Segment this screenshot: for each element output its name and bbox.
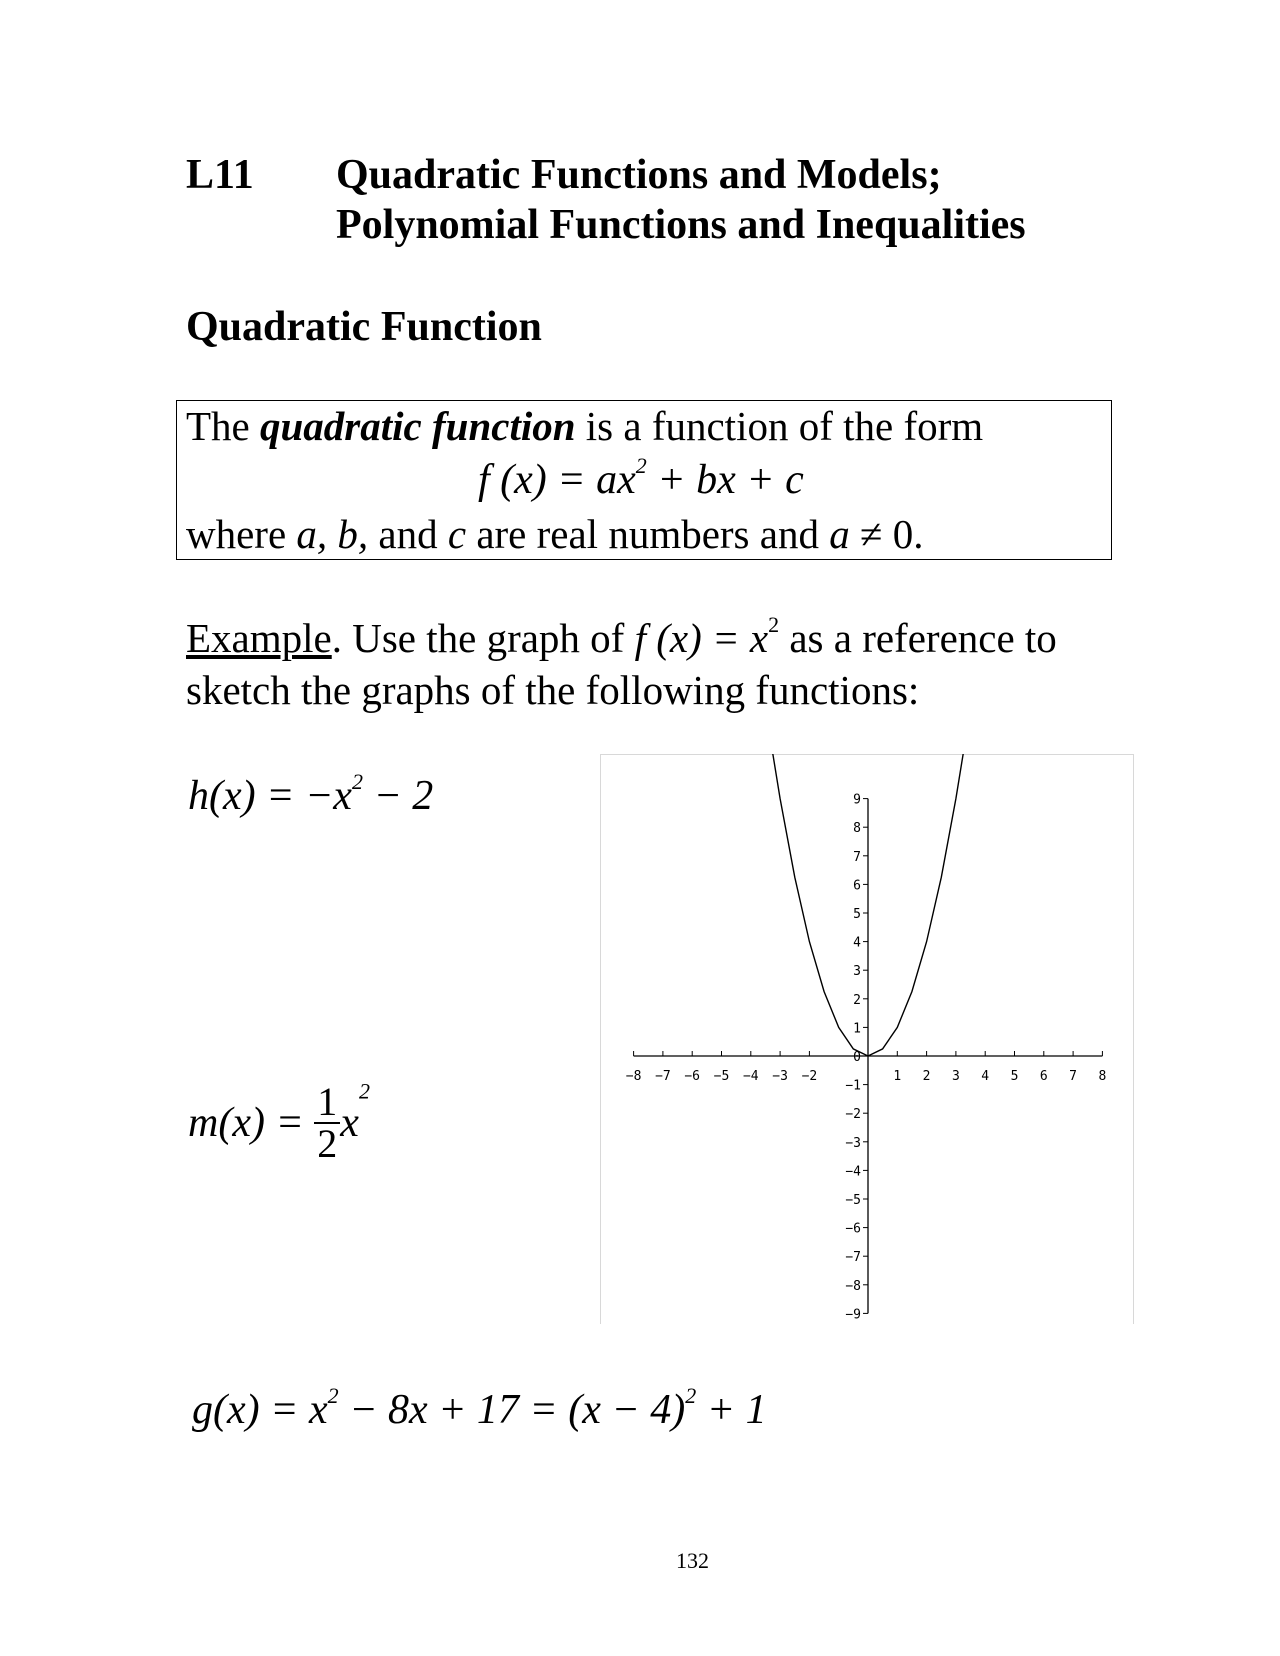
cond-vars: a, b, <box>296 511 369 557</box>
function-h-exponent: 2 <box>351 769 363 794</box>
function-h-lhs: h(x) = −x <box>188 773 352 819</box>
x-tick-label: 5 <box>1010 1069 1019 1084</box>
cond-rest: are real numbers and <box>466 511 830 557</box>
y-tick-label: 5 <box>853 907 861 922</box>
lesson-number: L11 <box>186 152 254 198</box>
example-line-1 <box>186 614 1057 662</box>
y-tick-label: −8 <box>845 1278 861 1294</box>
function-g-rhs: + 1 <box>696 1387 767 1433</box>
y-tick-label: 4 <box>853 935 861 951</box>
cond-c: c <box>447 511 467 557</box>
definition-formula <box>478 453 804 504</box>
x-tick-label: 3 <box>951 1069 960 1084</box>
function-m-numerator: 1 <box>314 1082 340 1124</box>
function-m-exponent: 2 <box>358 1078 370 1104</box>
x-tick-label: −2 <box>801 1069 818 1084</box>
example-label: Example <box>186 615 332 661</box>
x-tick-label: 6 <box>1039 1069 1048 1084</box>
formula-rhs: + bx + c <box>646 457 804 503</box>
x-tick-label: −6 <box>684 1069 701 1084</box>
lesson-title-line-1: Quadratic Functions and Models; <box>336 152 942 198</box>
function-g-exponent-1: 2 <box>327 1383 339 1408</box>
function-g <box>192 1383 767 1434</box>
y-tick-label: −2 <box>845 1107 861 1123</box>
formula-lhs: f (x) = ax <box>478 457 636 503</box>
x-tick-label: −7 <box>655 1069 671 1084</box>
function-g-exponent-2: 2 <box>685 1383 697 1408</box>
y-tick-label: 0 <box>853 1050 861 1065</box>
x-tick-label: 4 <box>981 1069 990 1084</box>
example-fx: f (x) = x <box>634 615 769 661</box>
x-tick-label: 8 <box>1098 1069 1107 1084</box>
function-m-var: x <box>340 1100 359 1146</box>
y-tick-label: −6 <box>845 1221 861 1237</box>
y-tick-label: 6 <box>853 878 861 894</box>
function-g-lhs: g(x) = x <box>192 1387 328 1433</box>
function-h <box>188 769 434 820</box>
section-title: Quadratic Function <box>186 304 542 350</box>
y-tick-label: −4 <box>845 1164 861 1180</box>
y-tick-label: −1 <box>845 1078 861 1094</box>
cond-neq: ≠ 0. <box>849 511 924 557</box>
y-tick-label: 9 <box>853 792 861 808</box>
y-tick-label: 8 <box>853 821 861 837</box>
example-text-1: . Use the graph of <box>331 615 635 661</box>
cond-a: a <box>829 511 850 557</box>
y-tick-label: 2 <box>853 992 861 1008</box>
example-text-2: as a reference to <box>779 615 1057 661</box>
function-h-rhs: − 2 <box>362 773 434 819</box>
parabola-graph <box>600 754 1134 1324</box>
x-tick-label: −8 <box>625 1069 642 1084</box>
definition-intro <box>186 402 983 450</box>
example-line-2: sketch the graphs of the following functions: <box>186 667 920 713</box>
x-tick-label: 7 <box>1069 1069 1078 1084</box>
x-tick-label: −5 <box>713 1069 730 1084</box>
x-tick-label: −4 <box>742 1069 759 1084</box>
function-m-lhs: m(x) = <box>188 1100 315 1146</box>
y-tick-label: 7 <box>853 849 861 865</box>
y-tick-label: −3 <box>845 1135 861 1151</box>
y-tick-label: −7 <box>845 1250 861 1266</box>
y-tick-label: 3 <box>853 964 861 980</box>
x-tick-label: 1 <box>893 1069 902 1084</box>
definition-intro-post: is a function of the form <box>575 403 984 449</box>
y-tick-label: −9 <box>845 1307 861 1323</box>
function-m <box>188 1078 370 1166</box>
definition-condition <box>186 510 923 558</box>
function-g-mid: − 8x + 17 = (x − 4) <box>338 1387 686 1433</box>
cond-and: and <box>368 511 448 557</box>
y-tick-label: 1 <box>853 1021 861 1037</box>
definition-term: quadratic function <box>260 403 576 449</box>
cond-where: where <box>186 511 297 557</box>
x-tick-label: 2 <box>922 1069 931 1084</box>
definition-intro-pre: The <box>186 403 260 449</box>
lesson-title-line-2: Polynomial Functions and Inequalities <box>336 202 1026 248</box>
y-tick-label: −5 <box>845 1193 861 1208</box>
page-number: 132 <box>676 1548 709 1573</box>
function-m-denominator: 2 <box>317 1121 338 1166</box>
function-m-fraction <box>314 1079 340 1166</box>
formula-exponent: 2 <box>635 453 647 478</box>
example-fx-exponent: 2 <box>768 612 780 637</box>
x-tick-label: −3 <box>772 1069 788 1084</box>
